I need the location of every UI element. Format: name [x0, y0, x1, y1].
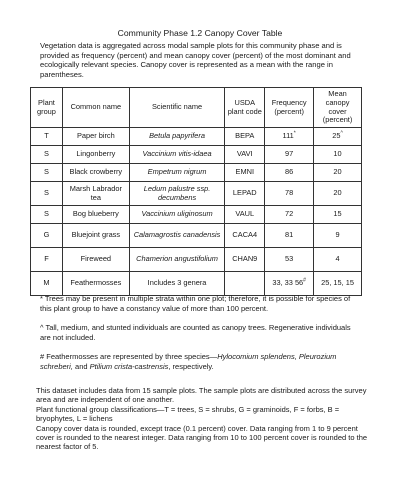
cell-frequency: 72	[265, 206, 314, 224]
canopy-cover-table	[30, 87, 362, 296]
table-title: Community Phase 1.2 Canopy Cover Table	[117, 28, 283, 38]
cell-group: S	[31, 146, 63, 164]
header-frequency: Frequency (percent)	[265, 88, 314, 128]
header-common-name: Common name	[62, 88, 129, 128]
cell-scientific: Ledum palustre ssp. decumbens	[129, 182, 225, 206]
table-row	[31, 146, 362, 164]
footnote-moss-genus2: Ptilium crista-castrensis	[89, 361, 169, 371]
table-row	[31, 272, 362, 296]
header-plant-group: Plant group	[31, 88, 63, 128]
cell-common: Feathermosses	[62, 272, 129, 296]
cell-cover: 25, 15, 15	[314, 272, 362, 296]
cell-group: S	[31, 206, 63, 224]
cell-code: CACA4	[225, 224, 265, 248]
cell-code: VAUL	[225, 206, 265, 224]
table-row	[31, 248, 362, 272]
cell-common: Bluejoint grass	[62, 224, 129, 248]
footnote-trees: * Trees may be present in multiple strata within one plot; therefore, it is possible for species of this plant group to have a constancy value of more than 100 percent.	[40, 294, 351, 313]
cell-scientific: Empetrum nigrum	[129, 164, 225, 182]
table-header-row	[31, 88, 362, 128]
cell-scientific: Betula papyrifera	[129, 128, 225, 146]
table-row	[31, 206, 362, 224]
frequency-value: 111	[282, 131, 294, 141]
cell-common: Paper birch	[62, 128, 129, 146]
cover-value: 25	[332, 131, 341, 141]
table-body	[31, 128, 362, 296]
cell-frequency: 78	[265, 182, 314, 206]
cell-scientific: Calamagrostis canadensis	[129, 224, 225, 248]
cell-frequency	[265, 128, 314, 146]
cell-cover: 20	[314, 164, 362, 182]
frequency-footnote-mark: *	[293, 130, 296, 137]
table-row	[31, 128, 362, 146]
cell-code: CHAN9	[225, 248, 265, 272]
cell-group: M	[31, 272, 63, 296]
table-row	[31, 164, 362, 182]
frequency-footnote-mark: #	[303, 277, 306, 284]
cell-group: G	[31, 224, 63, 248]
header-scientific-name: Scientific name	[129, 88, 225, 128]
table-row	[31, 182, 362, 206]
footnote-moss-end: , respectively.	[168, 361, 214, 371]
intro-paragraph: Vegetation data is aggregated across modal sample plots for this community phase and is provided as frequency (percent) and mean canopy cover (percent) of the most dominant and ecologically relevant species. Canopy cover is represented as a mean with the range in parentheses.	[40, 41, 351, 80]
cell-group: S	[31, 164, 63, 182]
cell-scientific: Includes 3 genera	[129, 272, 225, 296]
cell-common: Fireweed	[62, 248, 129, 272]
frequency-value: 33, 33 56	[272, 278, 304, 288]
cell-code: EMNI	[225, 164, 265, 182]
cell-cover	[314, 128, 362, 146]
cell-common: Black crowberry	[62, 164, 129, 182]
cover-footnote-mark: ^	[340, 130, 343, 137]
cell-group: S	[31, 182, 63, 206]
header-usda-code: USDA plant code	[225, 88, 265, 128]
footnote-moss-mid: and	[72, 361, 90, 371]
footnote-feathermosses	[40, 352, 362, 371]
cell-code: VAVI	[225, 146, 265, 164]
dataset-paragraph: This dataset includes data from 15 sample plots. The sample plots are distributed across the survey area and are independent of one another.	[36, 386, 367, 405]
cell-cover: 4	[314, 248, 362, 272]
cell-group: F	[31, 248, 63, 272]
cell-group: T	[31, 128, 63, 146]
rounding-paragraph: Canopy cover data is rounded, except trace (0.1 percent) cover. Data ranging from 1 to 9 percent cover is rounded to the nearest integer. Data ranging from 10 to 100 percent cover is rounded to the nearest factor of 5.	[36, 424, 368, 452]
footnote-moss-genus1: Hylocomium splendens, Pleurozium schreberi,	[40, 352, 337, 371]
table-row	[31, 224, 362, 248]
cell-code	[225, 272, 265, 296]
cell-cover: 15	[314, 206, 362, 224]
cell-common: Marsh Labrador tea	[62, 182, 129, 206]
cell-scientific: Vaccinium vitis-idaea	[129, 146, 225, 164]
header-canopy-cover: Mean canopy cover (percent)	[314, 88, 362, 128]
cell-frequency: 81	[265, 224, 314, 248]
cell-scientific: Vaccinium uliginosum	[129, 206, 225, 224]
cell-code: LEPAD	[225, 182, 265, 206]
cell-frequency: 97	[265, 146, 314, 164]
cell-cover: 9	[314, 224, 362, 248]
cell-scientific: Chamerion angustifolium	[129, 248, 225, 272]
classification-paragraph: Plant functional group classifications—T = trees, S = shrubs, G = graminoids, F = forbs, B = bryophytes, L = lichens	[36, 405, 340, 424]
cell-frequency	[265, 272, 314, 296]
footnote-tall: ^ Tall, medium, and stunted individuals are counted as canopy trees. Regenerative individuals are not included.	[40, 323, 351, 342]
footnote-moss-lead: # Feathermosses are represented by three species—	[40, 352, 218, 361]
cell-frequency: 86	[265, 164, 314, 182]
cell-frequency: 53	[265, 248, 314, 272]
cell-code: BEPA	[225, 128, 265, 146]
cell-cover: 20	[314, 182, 362, 206]
cell-common: Bog blueberry	[62, 206, 129, 224]
cell-cover: 10	[314, 146, 362, 164]
cell-common: Lingonberry	[62, 146, 129, 164]
